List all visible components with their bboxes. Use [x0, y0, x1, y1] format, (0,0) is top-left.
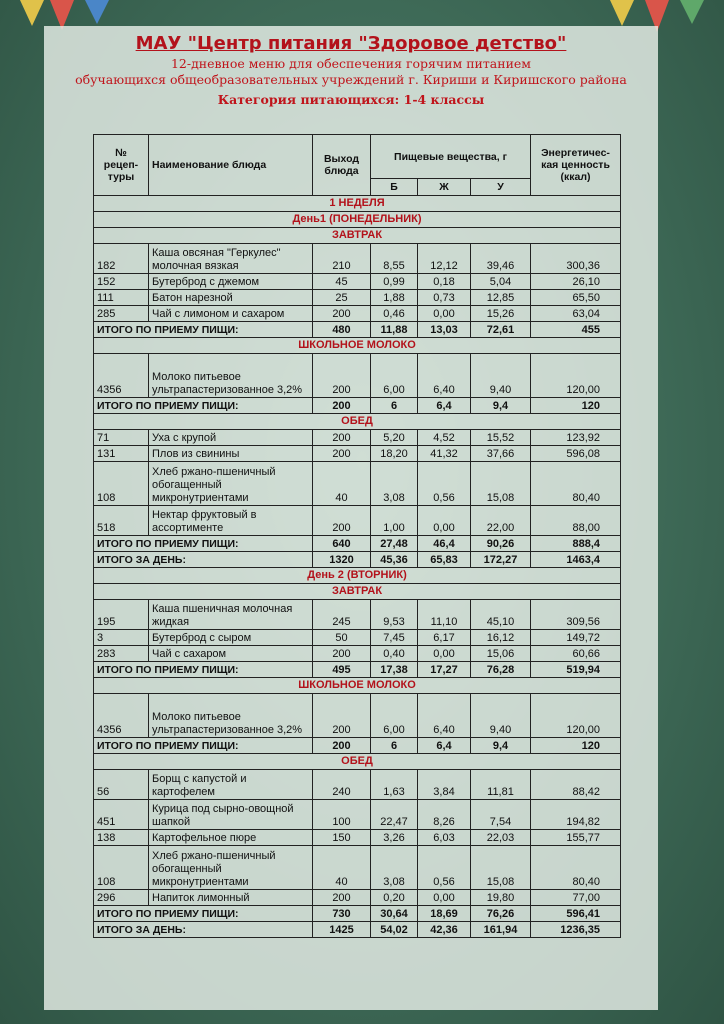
dish-name: Каша овсяная "Геркулес" молочная вязкая — [149, 244, 313, 274]
dish-name: Картофельное пюре — [149, 830, 313, 846]
protein-value: 22,47 — [371, 800, 418, 830]
total-protein: 6 — [371, 738, 418, 754]
section-row — [94, 338, 621, 354]
energy-value: 194,82 — [531, 800, 621, 830]
col-recipe-no: № рецеп-туры — [94, 135, 149, 196]
dish-row — [94, 630, 621, 646]
total-label: ИТОГО ПО ПРИЕМУ ПИЩИ: — [94, 322, 313, 338]
total-label: ИТОГО ПО ПРИЕМУ ПИЩИ: — [94, 398, 313, 414]
total-energy: 888,4 — [531, 536, 621, 552]
carbs-value: 12,85 — [471, 290, 531, 306]
section-row — [94, 568, 621, 584]
section-title: ЗАВТРАК — [94, 228, 621, 244]
fat-value: 6,40 — [418, 354, 471, 398]
dish-yield: 150 — [313, 830, 371, 846]
fat-value: 4,52 — [418, 430, 471, 446]
protein-value: 3,26 — [371, 830, 418, 846]
dish-yield: 200 — [313, 430, 371, 446]
recipe-number: 131 — [94, 446, 149, 462]
total-fat: 42,36 — [418, 922, 471, 938]
total-carbs: 72,61 — [471, 322, 531, 338]
dish-yield: 245 — [313, 600, 371, 630]
total-energy: 1463,4 — [531, 552, 621, 568]
dish-row — [94, 290, 621, 306]
protein-value: 8,55 — [371, 244, 418, 274]
recipe-number: 138 — [94, 830, 149, 846]
total-yield: 1320 — [313, 552, 371, 568]
total-protein: 11,88 — [371, 322, 418, 338]
carbs-value: 9,40 — [471, 354, 531, 398]
energy-value: 155,77 — [531, 830, 621, 846]
carbs-value: 15,08 — [471, 846, 531, 890]
fat-value: 0,00 — [418, 506, 471, 536]
total-carbs: 9,4 — [471, 398, 531, 414]
dish-name: Молоко питьевое ультрапастеризованное 3,2% — [149, 694, 313, 738]
total-carbs: 161,94 — [471, 922, 531, 938]
protein-value: 0,99 — [371, 274, 418, 290]
total-label: ИТОГО ПО ПРИЕМУ ПИЩИ: — [94, 536, 313, 552]
fat-value: 0,00 — [418, 890, 471, 906]
dish-row — [94, 890, 621, 906]
total-yield: 480 — [313, 322, 371, 338]
total-carbs: 76,26 — [471, 906, 531, 922]
dish-yield: 25 — [313, 290, 371, 306]
total-protein: 6 — [371, 398, 418, 414]
energy-value: 309,56 — [531, 600, 621, 630]
protein-value: 0,46 — [371, 306, 418, 322]
total-yield: 640 — [313, 536, 371, 552]
fat-value: 0,56 — [418, 462, 471, 506]
recipe-number: 152 — [94, 274, 149, 290]
dish-row — [94, 646, 621, 662]
total-carbs: 9,4 — [471, 738, 531, 754]
total-row — [94, 906, 621, 922]
fat-value: 6,40 — [418, 694, 471, 738]
section-title: ШКОЛЬНОЕ МОЛОКО — [94, 678, 621, 694]
menu-subtitle-line2: обучающихся общеобразовательных учреждений г. Кириши и Киришского района — [75, 72, 627, 87]
carbs-value: 15,52 — [471, 430, 531, 446]
fat-value: 12,12 — [418, 244, 471, 274]
total-fat: 6,4 — [418, 398, 471, 414]
dish-name: Напиток лимонный — [149, 890, 313, 906]
dish-name: Чай с лимоном и сахаром — [149, 306, 313, 322]
total-label: ИТОГО ПО ПРИЕМУ ПИЩИ: — [94, 738, 313, 754]
recipe-number: 4356 — [94, 694, 149, 738]
carbs-value: 22,03 — [471, 830, 531, 846]
fat-value: 0,00 — [418, 646, 471, 662]
dish-row — [94, 244, 621, 274]
dish-yield: 40 — [313, 462, 371, 506]
recipe-number: 296 — [94, 890, 149, 906]
dish-yield: 200 — [313, 890, 371, 906]
col-dish-name: Наименование блюда — [149, 135, 313, 196]
protein-value: 18,20 — [371, 446, 418, 462]
dish-name: Батон нарезной — [149, 290, 313, 306]
fat-value: 0,00 — [418, 306, 471, 322]
dish-yield: 50 — [313, 630, 371, 646]
dish-row — [94, 446, 621, 462]
energy-value: 63,04 — [531, 306, 621, 322]
dish-yield: 200 — [313, 694, 371, 738]
carbs-value: 7,54 — [471, 800, 531, 830]
dish-name: Борщ с капустой и картофелем — [149, 770, 313, 800]
total-protein: 17,38 — [371, 662, 418, 678]
recipe-number: 285 — [94, 306, 149, 322]
dish-row — [94, 306, 621, 322]
energy-value: 80,40 — [531, 846, 621, 890]
carbs-value: 15,06 — [471, 646, 531, 662]
section-row — [94, 584, 621, 600]
menu-body — [94, 196, 621, 938]
fat-value: 6,17 — [418, 630, 471, 646]
protein-value: 0,20 — [371, 890, 418, 906]
energy-value: 60,66 — [531, 646, 621, 662]
carbs-value: 15,26 — [471, 306, 531, 322]
carbs-value: 19,80 — [471, 890, 531, 906]
section-row — [94, 678, 621, 694]
section-title: ЗАВТРАК — [94, 584, 621, 600]
total-row — [94, 322, 621, 338]
recipe-number: 283 — [94, 646, 149, 662]
recipe-number: 182 — [94, 244, 149, 274]
recipe-number: 4356 — [94, 354, 149, 398]
energy-value: 596,08 — [531, 446, 621, 462]
fat-value: 0,18 — [418, 274, 471, 290]
total-yield: 1425 — [313, 922, 371, 938]
dish-name: Бутерброд с джемом — [149, 274, 313, 290]
total-protein: 54,02 — [371, 922, 418, 938]
energy-value: 26,10 — [531, 274, 621, 290]
dish-yield: 200 — [313, 646, 371, 662]
recipe-number: 111 — [94, 290, 149, 306]
energy-value: 88,00 — [531, 506, 621, 536]
dish-yield: 40 — [313, 846, 371, 890]
carbs-value: 11,81 — [471, 770, 531, 800]
dish-row — [94, 430, 621, 446]
dish-yield: 200 — [313, 306, 371, 322]
total-carbs: 76,28 — [471, 662, 531, 678]
energy-value: 120,00 — [531, 694, 621, 738]
dish-row — [94, 600, 621, 630]
org-title: МАУ "Центр питания "Здоровое детство" — [135, 33, 567, 54]
total-label: ИТОГО ЗА ДЕНЬ: — [94, 922, 313, 938]
energy-value: 80,40 — [531, 462, 621, 506]
recipe-number: 451 — [94, 800, 149, 830]
protein-value: 6,00 — [371, 354, 418, 398]
section-row — [94, 196, 621, 212]
carbs-value: 9,40 — [471, 694, 531, 738]
total-row — [94, 536, 621, 552]
dish-name: Молоко питьевое ультрапастеризованное 3,2% — [149, 354, 313, 398]
protein-value: 1,88 — [371, 290, 418, 306]
total-energy: 455 — [531, 322, 621, 338]
protein-value: 6,00 — [371, 694, 418, 738]
total-fat: 6,4 — [418, 738, 471, 754]
dish-row — [94, 354, 621, 398]
total-protein: 27,48 — [371, 536, 418, 552]
total-row — [94, 662, 621, 678]
energy-value: 149,72 — [531, 630, 621, 646]
total-protein: 30,64 — [371, 906, 418, 922]
protein-value: 0,40 — [371, 646, 418, 662]
total-energy: 120 — [531, 738, 621, 754]
total-fat: 18,69 — [418, 906, 471, 922]
total-carbs: 90,26 — [471, 536, 531, 552]
total-yield: 200 — [313, 738, 371, 754]
recipe-number: 71 — [94, 430, 149, 446]
section-title: День 2 (ВТОРНИК) — [94, 568, 621, 584]
dish-name: Каша пшеничная молочная жидкая — [149, 600, 313, 630]
fat-value: 11,10 — [418, 600, 471, 630]
section-title: ОБЕД — [94, 414, 621, 430]
fat-value: 0,56 — [418, 846, 471, 890]
dish-row — [94, 694, 621, 738]
protein-value: 5,20 — [371, 430, 418, 446]
total-label: ИТОГО ПО ПРИЕМУ ПИЩИ: — [94, 662, 313, 678]
section-title: 1 НЕДЕЛЯ — [94, 196, 621, 212]
total-fat: 46,4 — [418, 536, 471, 552]
total-energy: 519,94 — [531, 662, 621, 678]
col-nutrients: Пищевые вещества, г — [371, 135, 531, 179]
total-energy: 596,41 — [531, 906, 621, 922]
col-energy: Энергетичес-кая ценность (ккал) — [531, 135, 621, 196]
protein-value: 1,63 — [371, 770, 418, 800]
total-fat: 17,27 — [418, 662, 471, 678]
dish-name: Плов из свинины — [149, 446, 313, 462]
total-label: ИТОГО ЗА ДЕНЬ: — [94, 552, 313, 568]
dish-row — [94, 462, 621, 506]
total-energy: 120 — [531, 398, 621, 414]
protein-value: 3,08 — [371, 462, 418, 506]
dish-name: Хлеб ржано-пшеничный обогащенный микронутриентами — [149, 846, 313, 890]
carbs-value: 45,10 — [471, 600, 531, 630]
recipe-number: 3 — [94, 630, 149, 646]
total-fat: 13,03 — [418, 322, 471, 338]
dish-row — [94, 800, 621, 830]
total-yield: 495 — [313, 662, 371, 678]
section-row — [94, 212, 621, 228]
energy-value: 88,42 — [531, 770, 621, 800]
total-yield: 730 — [313, 906, 371, 922]
dish-yield: 200 — [313, 446, 371, 462]
energy-value: 300,36 — [531, 244, 621, 274]
carbs-value: 16,12 — [471, 630, 531, 646]
fat-value: 41,32 — [418, 446, 471, 462]
carbs-value: 39,46 — [471, 244, 531, 274]
dish-yield: 100 — [313, 800, 371, 830]
dish-yield: 200 — [313, 354, 371, 398]
energy-value: 123,92 — [531, 430, 621, 446]
protein-value: 3,08 — [371, 846, 418, 890]
dish-name: Уха с крупой — [149, 430, 313, 446]
dish-name: Хлеб ржано-пшеничный обогащенный микронутриентами — [149, 462, 313, 506]
total-carbs: 172,27 — [471, 552, 531, 568]
protein-value: 7,45 — [371, 630, 418, 646]
dish-yield: 200 — [313, 506, 371, 536]
total-label: ИТОГО ПО ПРИЕМУ ПИЩИ: — [94, 906, 313, 922]
dish-row — [94, 770, 621, 800]
section-row — [94, 414, 621, 430]
total-yield: 200 — [313, 398, 371, 414]
protein-value: 9,53 — [371, 600, 418, 630]
total-row — [94, 922, 621, 938]
col-yield: Выход блюда — [313, 135, 371, 196]
energy-value: 65,50 — [531, 290, 621, 306]
total-row — [94, 398, 621, 414]
menu-header — [44, 32, 658, 109]
energy-value: 77,00 — [531, 890, 621, 906]
dish-yield: 45 — [313, 274, 371, 290]
section-title: День1 (ПОНЕДЕЛЬНИК) — [94, 212, 621, 228]
carbs-value: 15,08 — [471, 462, 531, 506]
recipe-number: 108 — [94, 462, 149, 506]
dish-yield: 240 — [313, 770, 371, 800]
col-fat: Ж — [418, 179, 471, 196]
dish-name: Чай с сахаром — [149, 646, 313, 662]
dish-row — [94, 830, 621, 846]
fat-value: 8,26 — [418, 800, 471, 830]
recipe-number: 195 — [94, 600, 149, 630]
section-title: ШКОЛЬНОЕ МОЛОКО — [94, 338, 621, 354]
col-carbs: У — [471, 179, 531, 196]
dish-name: Нектар фруктовый в ассортименте — [149, 506, 313, 536]
fat-value: 3,84 — [418, 770, 471, 800]
carbs-value: 5,04 — [471, 274, 531, 290]
total-row — [94, 738, 621, 754]
dish-name: Курица под сырно-овощной шапкой — [149, 800, 313, 830]
total-row — [94, 552, 621, 568]
carbs-value: 22,00 — [471, 506, 531, 536]
recipe-number: 518 — [94, 506, 149, 536]
total-energy: 1236,35 — [531, 922, 621, 938]
dish-row — [94, 274, 621, 290]
dish-yield: 210 — [313, 244, 371, 274]
section-row — [94, 228, 621, 244]
dish-row — [94, 846, 621, 890]
category-label: Категория питающихся: 1-4 классы — [217, 92, 485, 107]
col-protein: Б — [371, 179, 418, 196]
section-title: ОБЕД — [94, 754, 621, 770]
protein-value: 1,00 — [371, 506, 418, 536]
energy-value: 120,00 — [531, 354, 621, 398]
carbs-value: 37,66 — [471, 446, 531, 462]
menu-subtitle-line1: 12-дневное меню для обеспечения горячим питанием — [170, 56, 532, 71]
menu-table — [93, 134, 621, 938]
fat-value: 0,73 — [418, 290, 471, 306]
section-row — [94, 754, 621, 770]
total-fat: 65,83 — [418, 552, 471, 568]
dish-name: Бутерброд с сыром — [149, 630, 313, 646]
dish-row — [94, 506, 621, 536]
recipe-number: 56 — [94, 770, 149, 800]
fat-value: 6,03 — [418, 830, 471, 846]
recipe-number: 108 — [94, 846, 149, 890]
total-protein: 45,36 — [371, 552, 418, 568]
